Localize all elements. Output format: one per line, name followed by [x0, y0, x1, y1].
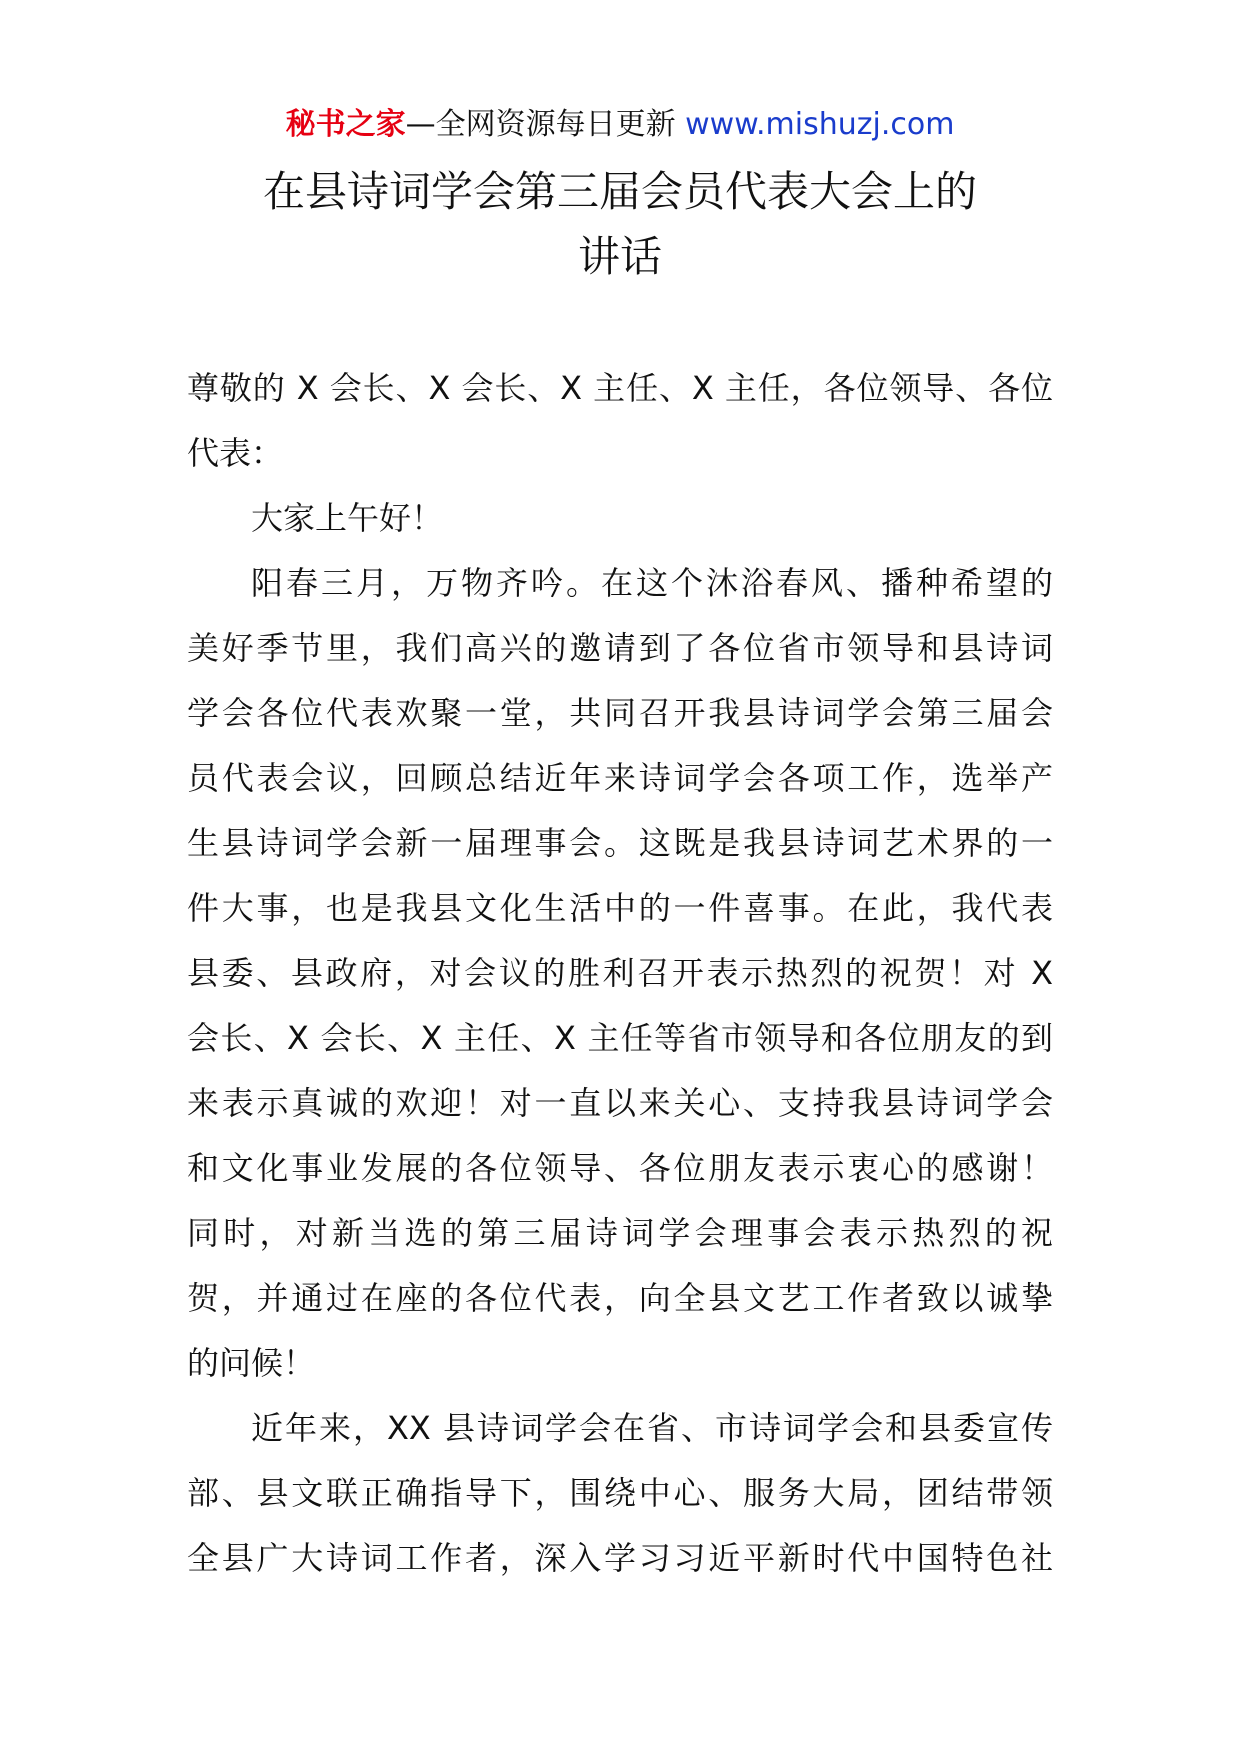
paragraph-line: 的问候！ — [187, 1344, 316, 1382]
brand-name: 秘书之家 — [285, 107, 406, 142]
paragraph-line: 全县广大诗词工作者，深入学习习近平新时代中国特色社 — [187, 1539, 1053, 1577]
paragraph-line: 生县诗词学会新一届理事会。这既是我县诗词艺术界的一 — [187, 824, 1053, 862]
paragraph-line: 学会各位代表欢聚一堂，共同召开我县诗词学会第三届会 — [187, 694, 1053, 732]
greeting-line: 大家上午好！ — [251, 499, 444, 537]
header-tagline: —全网资源每日更新 — [405, 107, 676, 142]
paragraph-line: 县委、县政府，对会议的胜利召开表示热烈的祝贺！对 X — [187, 954, 1053, 992]
paragraph-line: 件大事，也是我县文化生活中的一件喜事。在此，我代表 — [187, 889, 1053, 927]
salutation-line: 代表： — [187, 434, 284, 472]
title-line: 讲话 — [577, 232, 662, 281]
paragraph-line: 会长、X 会长、X 主任、X 主任等省市领导和各位朋友的到 — [187, 1019, 1053, 1057]
salutation-line: 尊敬的 X 会长、X 会长、X 主任、X 主任，各位领导、各位 — [187, 369, 1053, 407]
paragraph-line: 阳春三月，万物齐吟。在这个沐浴春风、播种希望的 — [251, 564, 1053, 602]
paragraph-line: 来表示真诚的欢迎！对一直以来关心、支持我县诗词学会 — [187, 1084, 1053, 1122]
paragraph-line: 近年来，XX 县诗词学会在省、市诗词学会和县委宣传 — [251, 1409, 1053, 1447]
paragraph-line: 和文化事业发展的各位领导、各位朋友表示衷心的感谢！ — [187, 1149, 1053, 1187]
paragraph-line: 部、县文联正确指导下，围绕中心、服务大局，团结带领 — [187, 1474, 1053, 1512]
paragraph-line: 同时，对新当选的第三届诗词学会理事会表示热烈的祝 — [187, 1214, 1053, 1252]
site-header — [0, 100, 1240, 150]
paragraph-line: 贺，并通过在座的各位代表，向全县文艺工作者致以诚挚 — [187, 1279, 1053, 1317]
document-title — [150, 160, 1090, 290]
title-line: 在县诗词学会第三届会员代表大会上的 — [262, 167, 977, 216]
paragraph-line: 员代表会议，回顾总结近年来诗词学会各项工作，选举产 — [187, 759, 1053, 797]
document-body — [187, 356, 1053, 1591]
paragraph-line: 美好季节里，我们高兴的邀请到了各位省市领导和县诗词 — [187, 629, 1053, 667]
site-url: www.mishuzj.com — [685, 107, 955, 142]
